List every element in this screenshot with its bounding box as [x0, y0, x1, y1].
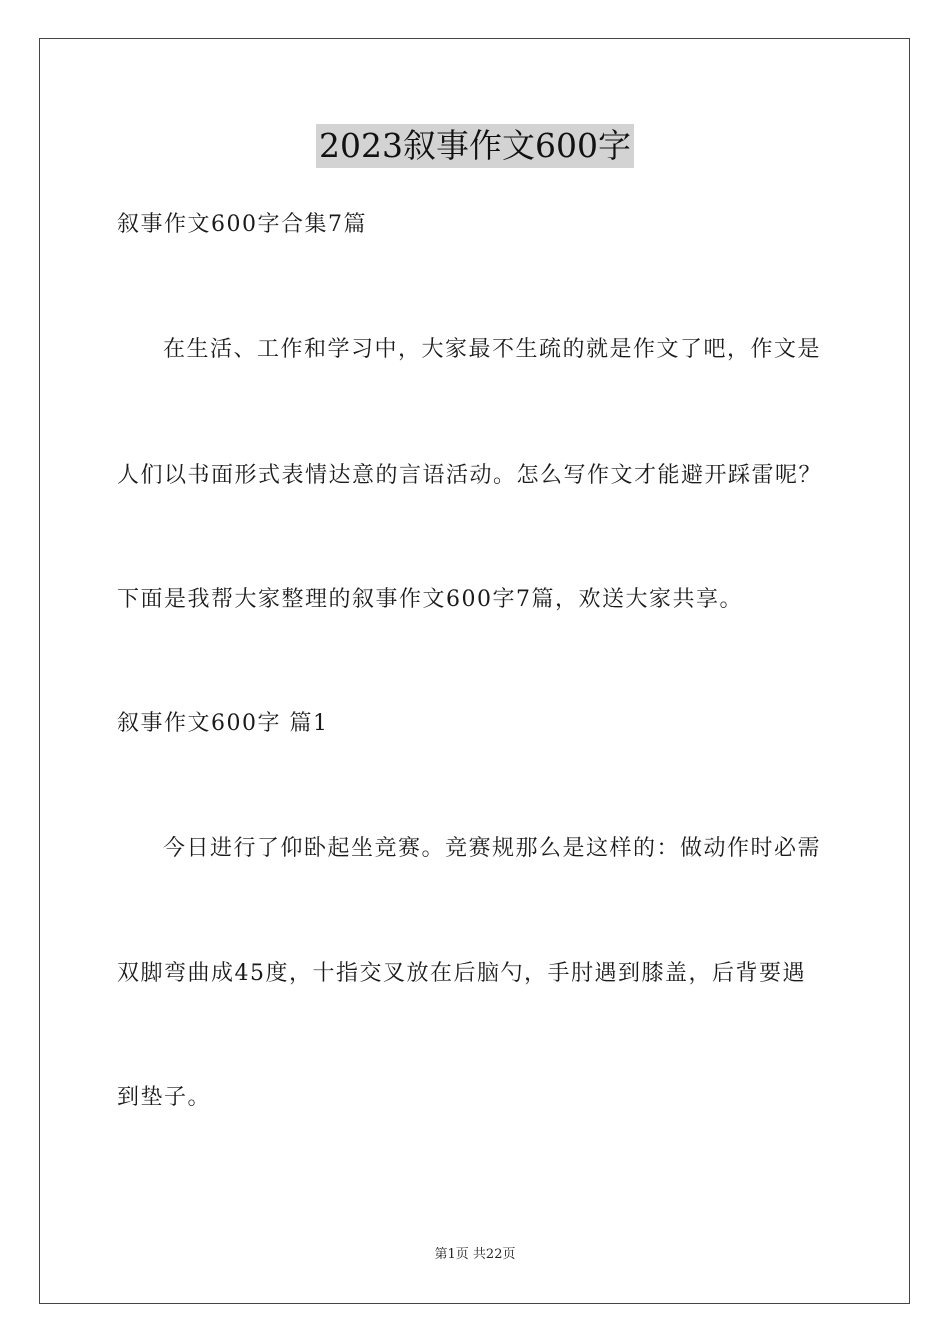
document-subtitle: 叙事作文600字合集7篇 [117, 212, 367, 237]
page-footer: 第1页 共22页 [434, 1247, 516, 1262]
intro-line-1: 在生活、工作和学习中，大家最不生疏的就是作文了吧，作文是 [163, 337, 822, 362]
body-line-3: 到垫子。 [117, 1085, 212, 1110]
intro-line-2: 人们以书面形式表情达意的言语活动。怎么写作文才能避开踩雷呢？ [117, 463, 823, 488]
document-title: 2023叙事作文600字 [316, 124, 634, 168]
body-line-2: 双脚弯曲成45度，十指交叉放在后脑勺，手肘遇到膝盖，后背要遇 [117, 961, 806, 986]
section-heading: 叙事作文600字 篇1 [117, 711, 329, 736]
body-line-1: 今日进行了仰卧起坐竞赛。竞赛规那么是这样的：做动作时必需 [163, 836, 822, 861]
title-container [0, 124, 950, 168]
intro-line-3: 下面是我帮大家整理的叙事作文600字7篇，欢送大家共享。 [117, 587, 743, 612]
